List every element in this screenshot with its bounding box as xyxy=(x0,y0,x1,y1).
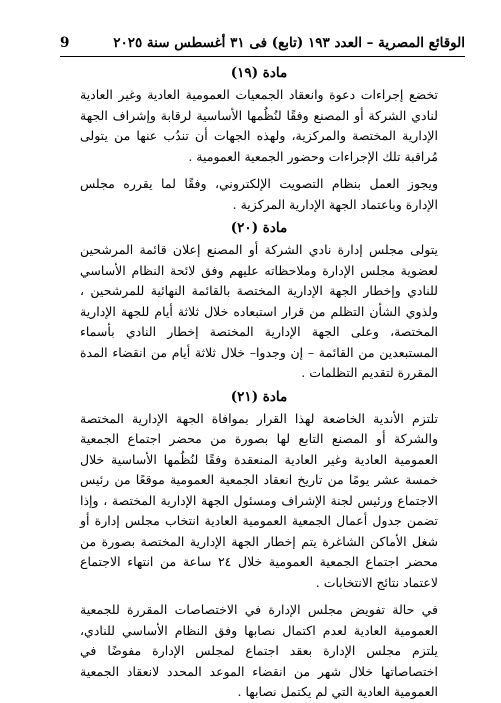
page-number: 9 xyxy=(60,35,70,51)
header-divider xyxy=(60,56,465,57)
paragraph: تخضع إجراءات دعوة وانعقاد الجمعيات العمومية العادية وغير العادية لنادي الشركة أو المصنع وفقًا لنُظُمها الأساسية لرقابة وإشراف الجهة الإدارية المختصة والمركزية، ولهذه الجهات أن تندُب عنها من يتولى مُراقبة تلك الإجراءات وحضور الجمعية العمومية . xyxy=(80,87,438,164)
article-title: مادة (٢١) xyxy=(230,388,288,405)
paragraph: ويجوز العمل بنظام التصويت الإلكتروني، وفقًا لما يقرره مجلس الإدارة وباعتماد الجهة الإدارية المركزية . xyxy=(80,176,438,212)
paragraph: تلتزم الأندية الخاضعة لهذا القرار بموافاة الجهة الإدارية المختصة والشركة أو المصنع التابع لها بصورة من محضر اجتماع الجمعية العمومية العادية وغير العادية المنعقدة وفقًا لنُظُمها الأساسية خلال خمسة عشر يومًا من تاريخ انعقاد الجمعية العمومية موقعًا من رئيس الاجتماع ورئيس لجنة الإشراف ومسئول الجهة الإدارية المختصة ، وإذا تضمن جدول أعمال الجمعية العمومية العادية انتخاب مجلس إدارة أو شغل الأماكن الشاغرة يتم إخطار الجهة الإدارية المختصة بصورة من محضر اجتماع الجمعية العمومية خلال ٢٤ ساعة من انتهاء الاجتماع لاعتماد نتائج الانتخابات . xyxy=(80,410,438,590)
paragraph: يتولى مجلس إدارة نادي الشركة أو المصنع إعلان قائمة المرشحين لعضوية مجلس الإدارة وملاحظاته عليهم وفق لائحة النظام الأساسي للنادي وإخطار الجهة الإدارية المختصة بالقائمة النهائية للمرشحين ، ولذوي الشأن التظلم من قرار استبعاده خلال ثلاثة أيام للجهة الإدارية المختصة، وعلى الجهة الإدارية المختصة إخطار النادي بأسماء المستبعدين من القائمة – إن وجدوا– خلال ثلاثة أيام من انقضاء المدة المقررة لتقديم التظلمات . xyxy=(80,242,438,380)
paragraph: في حالة تفويض مجلس الإدارة في الاختصاصات المقررة للجمعية العمومية العادية لعدم اكتمال نصابها وفق النظام الأساسي للنادي، يلتزم مجلس الإدارة بعقد اجتماع لمجلس الإدارة مفوضًا في اختصاصاتها خلال شهر من انقضاء الموعد المحدد لانعقاد الجمعية العمومية العادية التي لم يكتمل نصابها . xyxy=(80,602,438,699)
page-header xyxy=(60,32,465,58)
article-title: مادة (١٩) xyxy=(230,65,288,81)
article-21 xyxy=(80,387,438,703)
article-19 xyxy=(80,63,438,215)
article-title: مادة (٢٠) xyxy=(230,220,288,236)
header-title: الوقائع المصرية – العدد ١٩٣ (تابع) فى ٣١ أغسطس سنة ٢٠٢٥ xyxy=(113,35,465,51)
article-20 xyxy=(80,218,438,384)
document-body xyxy=(80,60,438,703)
